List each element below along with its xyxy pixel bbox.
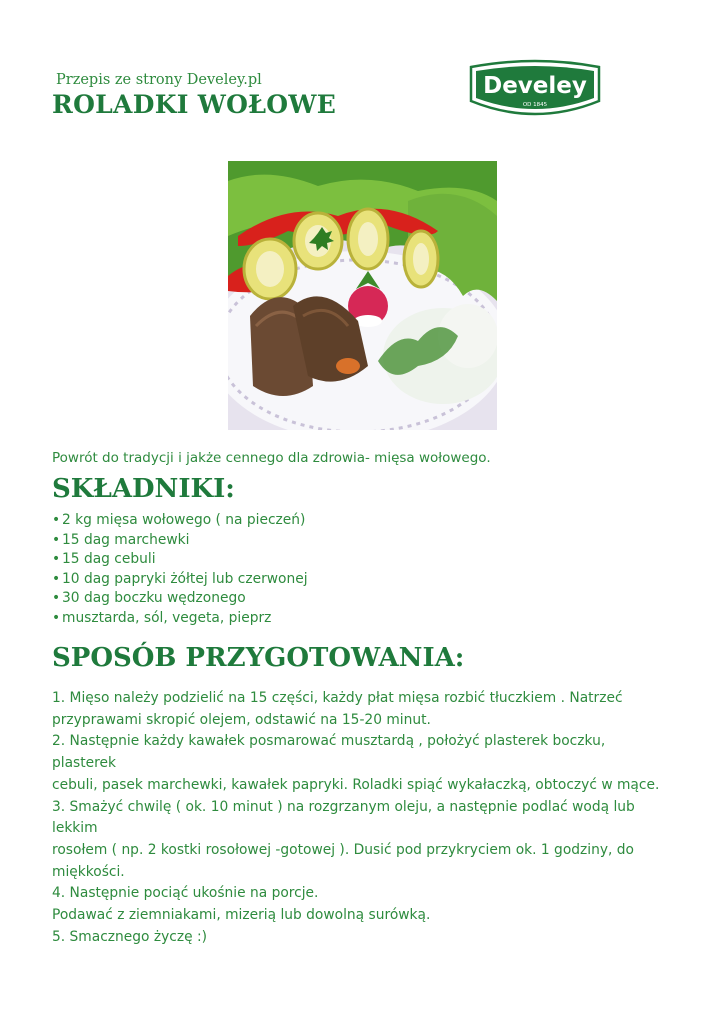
method-line: 4. Następnie pociąć ukośnie na porcje. (52, 885, 319, 902)
ingredient-text: 30 dag boczku wędzonego (62, 590, 246, 606)
ingredient-text: 15 dag cebuli (62, 551, 156, 567)
ingredient-text: 2 kg mięsa wołowego ( na pieczeń) (62, 512, 306, 528)
bullet-icon: • (52, 609, 61, 626)
beef-rolls-photo-icon (228, 161, 497, 430)
method-line: cebuli, pasek marchewki, kawałek papryki. Roladki spiąć wykałaczką, obtoczyć w mące. (52, 776, 660, 793)
method-line: 3. Smażyć chwilę ( ok. 10 minut ) na rozgrzanym oleju, a następnie podlać wodą lub lekkim (52, 798, 635, 837)
bullet-icon: • (52, 570, 61, 587)
ingredients-heading: SKŁADNIKI: (52, 474, 235, 504)
bullet-icon: • (52, 590, 61, 606)
intro-text: Powrót do tradycji i jakże cennego dla zdrowia- mięsa wołowego. (52, 450, 491, 466)
ingredient-text: musztarda, sól, vegeta, pieprz (62, 609, 272, 626)
list-item (52, 511, 308, 531)
method-steps (52, 688, 672, 948)
method-heading: SPOSÓB PRZYGOTOWANIA: (52, 643, 465, 673)
method-line: rosołem ( np. 2 kostki rosołowej -gotowej ). Dusić pod przykryciem ok. 1 godziny, do (52, 841, 634, 858)
bullet-icon: • (52, 551, 61, 567)
method-line: 5. Smacznego życzę :) (52, 928, 207, 945)
list-item (52, 550, 308, 570)
logo-since-text: OD 1845 (522, 102, 548, 108)
list-item (52, 531, 308, 551)
method-line: 2. Następnie każdy kawałek posmarować musztardą , położyć plasterek boczku, plasterek (52, 733, 606, 772)
ingredient-text: 15 dag marchewki (62, 531, 190, 548)
method-line: miękkości. (52, 863, 125, 880)
ingredients-list (52, 511, 308, 628)
bullet-icon: • (52, 531, 61, 548)
list-item (52, 570, 308, 590)
method-line: przyprawami skropić olejem, odstawić na 15-20 minut. (52, 711, 431, 728)
source-line: Przepis ze strony Develey.pl (56, 72, 262, 88)
logo-brand-text: Develey (483, 73, 587, 99)
method-line: Podawać z ziemniakami, mizerią lub dowolną surówką. (52, 907, 431, 924)
list-item (52, 589, 308, 609)
list-item (52, 609, 308, 629)
ingredient-text: 10 dag papryki żółtej lub czerwonej (62, 570, 308, 587)
recipe-title: ROLADKI WOŁOWE (52, 90, 337, 119)
bullet-icon: • (52, 512, 61, 528)
develey-logo-icon (466, 57, 604, 121)
method-line: 1. Mięso należy podzielić na 15 części, każdy płat mięsa rozbić tłuczkiem . Natrzeć (52, 690, 623, 706)
